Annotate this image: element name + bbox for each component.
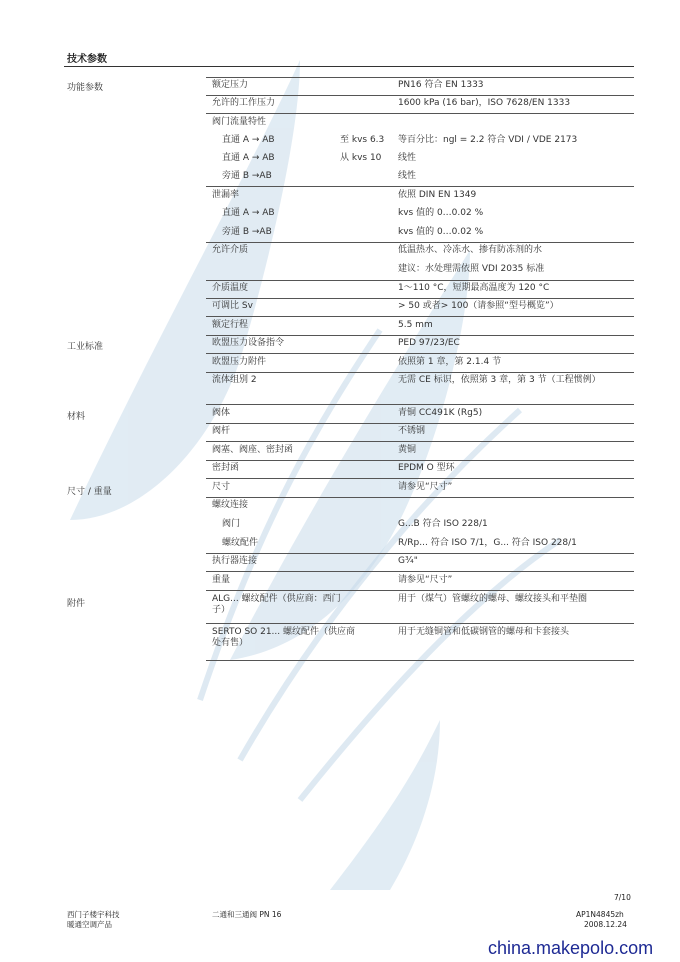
row-divider bbox=[206, 660, 634, 661]
param-label: 流体组别 2 bbox=[212, 375, 257, 385]
param-label: SERTO SO 21... 螺纹配件（供应商处有售） bbox=[212, 627, 355, 648]
footer-division: 暖通空调产品 bbox=[67, 920, 112, 929]
param-value: kvs 值的 0…0.02 % bbox=[398, 227, 484, 237]
section-label-materials: 材料 bbox=[67, 412, 86, 422]
section-label-dimensions: 尺寸 / 重量 bbox=[67, 487, 112, 497]
param-label: 阀塞、阀座、密封函 bbox=[212, 445, 294, 455]
param-value: EPDM O 型环 bbox=[398, 463, 455, 473]
param-label: 额定压力 bbox=[212, 80, 249, 90]
row-divider bbox=[206, 298, 634, 299]
param-label: 可调比 Sv bbox=[212, 301, 253, 311]
row-divider bbox=[206, 460, 634, 461]
param-value: 不锈钢 bbox=[398, 426, 426, 436]
param-label: 直通 A → AB bbox=[222, 135, 275, 145]
row-divider bbox=[206, 478, 634, 479]
row-divider bbox=[206, 335, 634, 336]
row-divider bbox=[206, 95, 634, 96]
param-label: 阀门流量特性 bbox=[212, 117, 267, 127]
param-value: R/Rp... 符合 ISO 7/1，G... 符合 ISO 228/1 bbox=[398, 538, 577, 548]
param-label: 执行器连接 bbox=[212, 556, 258, 566]
row-divider bbox=[206, 77, 634, 78]
param-label: 欧盟压力设备指令 bbox=[212, 338, 285, 348]
param-value: 请参见“尺寸” bbox=[398, 482, 453, 492]
param-value: 依照第 1 章，第 2.1.4 节 bbox=[398, 357, 502, 367]
param-value: 线性 bbox=[398, 171, 417, 181]
footer-doc-title: 二通和三通阀 PN 16 bbox=[212, 910, 282, 919]
param-value: 等百分比：ngl = 2.2 符合 VDI / VDE 2173 bbox=[398, 135, 578, 145]
param-value: 线性 bbox=[398, 153, 417, 163]
row-divider bbox=[206, 372, 634, 373]
param-label: 泄漏率 bbox=[212, 190, 240, 200]
param-label: 阀杆 bbox=[212, 426, 231, 436]
param-label: 允许的工作压力 bbox=[212, 98, 276, 108]
row-divider bbox=[206, 571, 634, 572]
row-divider bbox=[206, 242, 634, 243]
brand-watermark-text: china.makepolo.com bbox=[488, 938, 654, 958]
param-value: 依照 DIN EN 1349 bbox=[398, 190, 477, 200]
row-divider bbox=[206, 353, 634, 354]
param-label: 直通 A → AB bbox=[222, 208, 275, 218]
row-divider bbox=[206, 404, 634, 405]
param-label: 密封函 bbox=[212, 463, 240, 473]
param-value: 低温热水、冷冻水、掺有防冻剂的水 bbox=[398, 245, 543, 255]
param-label: 旁通 B →AB bbox=[222, 227, 272, 237]
param-value: 请参见“尺寸” bbox=[398, 575, 453, 585]
param-label: 阀体 bbox=[212, 408, 231, 418]
param-value: 用于（煤气）管螺纹的螺母、螺纹接头和平垫圈 bbox=[398, 594, 588, 604]
param-value: > 50 或者> 100（请参照“型号概览”） bbox=[398, 301, 559, 311]
title-divider bbox=[64, 66, 634, 67]
param-value: G¾" bbox=[398, 556, 418, 566]
param-label: 螺纹连接 bbox=[212, 500, 249, 510]
param-value: G...B 符合 ISO 228/1 bbox=[398, 519, 488, 529]
param-label: 重量 bbox=[212, 575, 231, 585]
param-value: kvs 值的 0…0.02 % bbox=[398, 208, 484, 218]
row-divider bbox=[206, 623, 634, 624]
param-label: 介质温度 bbox=[212, 283, 249, 293]
row-divider bbox=[206, 553, 634, 554]
param-label: ALG... 螺纹配件（供应商：西门子） bbox=[212, 594, 341, 615]
param-label: 欧盟压力附件 bbox=[212, 357, 267, 367]
param-value: 用于无缝铜管和低碳钢管的螺母和卡套接头 bbox=[398, 627, 570, 637]
page-title: 技术参数 bbox=[67, 54, 107, 65]
footer-company: 西门子楼宇科技 bbox=[67, 910, 120, 919]
section-label-accessories: 附件 bbox=[67, 599, 86, 609]
param-condition: 至 kvs 6.3 bbox=[340, 135, 385, 145]
param-value: 建议：水处理需依照 VDI 2035 标准 bbox=[398, 264, 545, 274]
param-label: 尺寸 bbox=[212, 482, 231, 492]
param-label: 额定行程 bbox=[212, 320, 249, 330]
footer-date: 2008.12.24 bbox=[584, 920, 627, 929]
page-number: 7/10 bbox=[614, 893, 631, 902]
row-divider bbox=[206, 316, 634, 317]
param-condition: 从 kvs 10 bbox=[340, 153, 382, 163]
param-value: 无需 CE 标识，依照第 3 章，第 3 节（工程惯例） bbox=[398, 375, 601, 385]
section-label-standards: 工业标准 bbox=[67, 342, 104, 352]
param-value: 5.5 mm bbox=[398, 320, 433, 330]
param-label: 阀门 bbox=[222, 519, 241, 529]
param-label: 直通 A → AB bbox=[222, 153, 275, 163]
row-divider bbox=[206, 113, 634, 114]
param-value: PN16 符合 EN 1333 bbox=[398, 80, 484, 90]
footer-doc-id: AP1N4845zh bbox=[576, 910, 624, 919]
param-label: 螺纹配件 bbox=[222, 538, 259, 548]
param-label: 允许介质 bbox=[212, 245, 249, 255]
row-divider bbox=[206, 441, 634, 442]
param-value: PED 97/23/EC bbox=[398, 338, 460, 348]
param-value: 1600 kPa (16 bar)，ISO 7628/EN 1333 bbox=[398, 98, 571, 108]
row-divider bbox=[206, 186, 634, 187]
row-divider bbox=[206, 590, 634, 591]
row-divider bbox=[206, 423, 634, 424]
section-label-function: 功能参数 bbox=[67, 83, 104, 93]
param-value: 黄铜 bbox=[398, 445, 417, 455]
row-divider bbox=[206, 280, 634, 281]
param-value: 1～110 °C，短期最高温度为 120 °C bbox=[398, 283, 550, 293]
param-label: 旁通 B →AB bbox=[222, 171, 272, 181]
row-divider bbox=[206, 497, 634, 498]
param-value: 青铜 CC491K (Rg5) bbox=[398, 408, 483, 418]
